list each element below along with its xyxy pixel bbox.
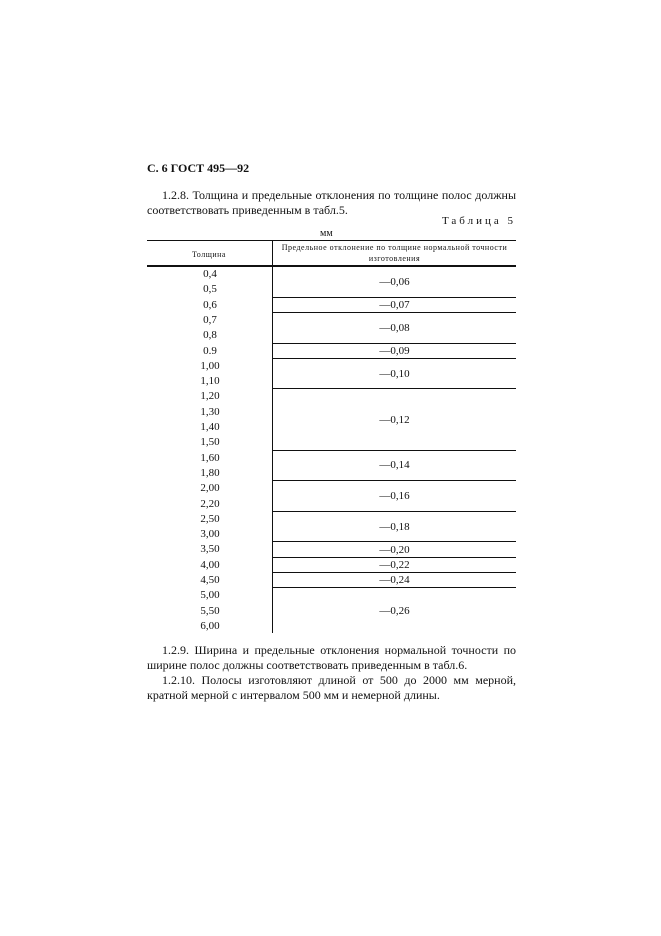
deviation-cell: —0,18	[379, 520, 410, 533]
thickness-cell: 1,60	[200, 451, 220, 464]
deviation-cell: —0,09	[379, 344, 410, 357]
thickness-cell: 5,50	[200, 604, 220, 617]
thickness-cell: 5,00	[200, 589, 220, 602]
thickness-cell: 1,50	[200, 436, 220, 449]
thickness-cell: 0,4	[203, 268, 217, 280]
page-header: С. 6 ГОСТ 495—92	[147, 161, 250, 175]
thickness-cell: 2,50	[200, 512, 220, 525]
deviation-cell: —0,10	[379, 367, 410, 380]
thickness-cell: 1,20	[200, 390, 220, 403]
deviation-cell: —0,26	[379, 604, 410, 617]
thickness-cell: 4,00	[200, 558, 220, 571]
paragraph-1-2-9: 1.2.9. Ширина и предельные отклонения нормальной точности по ширине полос должны соответствовать приведенным в табл.6.	[147, 643, 516, 672]
thickness-cell: 2,20	[200, 497, 220, 510]
group-divider	[273, 388, 516, 389]
paragraph-1-2-8: 1.2.8. Толщина и предельные отклонения по толщине полос должны соответствовать приведенным в табл.5.	[147, 188, 516, 217]
deviation-cell: —0,07	[379, 298, 410, 311]
deviation-cell: —0,20	[379, 543, 410, 556]
deviation-cell: —0,06	[379, 275, 410, 288]
group-divider	[273, 312, 516, 313]
thickness-cell: 1,40	[200, 421, 220, 433]
deviation-cell: —0,12	[379, 413, 410, 426]
thickness-cell: 1,10	[200, 375, 220, 388]
deviation-cell: —0,14	[379, 459, 410, 472]
table-label: Таблица 5	[441, 215, 516, 227]
table-unit: мм	[320, 228, 333, 239]
group-divider	[273, 480, 516, 481]
thickness-cell: 0.9	[203, 344, 217, 357]
group-divider	[273, 511, 516, 512]
thickness-cell: 0,8	[203, 329, 217, 342]
thickness-cell: 6,00	[200, 619, 220, 632]
thickness-cell: 4,50	[200, 574, 220, 586]
thickness-deviation-table	[147, 240, 516, 633]
table-top-rule	[147, 240, 516, 241]
deviation-cell: —0,22	[379, 558, 410, 571]
paragraph-1-2-10: 1.2.10. Полосы изготовляют длиной от 500 до 2000 мм мерной, кратной мерной с интервалом 500 мм и немерной длины.	[147, 673, 516, 702]
column-header-deviation: Предельное отклонение по толщине нормальной точности изготовления	[281, 243, 508, 263]
thickness-cell: 1,00	[200, 359, 220, 372]
deviation-cell: —0,08	[379, 321, 410, 334]
thickness-cell: 3,00	[200, 528, 220, 541]
thickness-cell: 0,5	[203, 283, 217, 296]
column-header-thickness: Толщина	[192, 250, 226, 259]
group-divider	[273, 587, 516, 588]
deviation-cell: —0,24	[379, 574, 410, 587]
deviation-cell: —0,16	[379, 490, 410, 502]
thickness-cell: 2,00	[200, 482, 220, 495]
thickness-cell: 0,6	[203, 298, 217, 311]
group-divider	[273, 450, 516, 451]
thickness-cell: 0,7	[203, 313, 217, 326]
thickness-cell: 1,30	[200, 405, 220, 418]
thickness-cell: 3,50	[200, 543, 220, 556]
group-divider	[273, 358, 516, 359]
thickness-cell: 1,80	[200, 466, 220, 479]
